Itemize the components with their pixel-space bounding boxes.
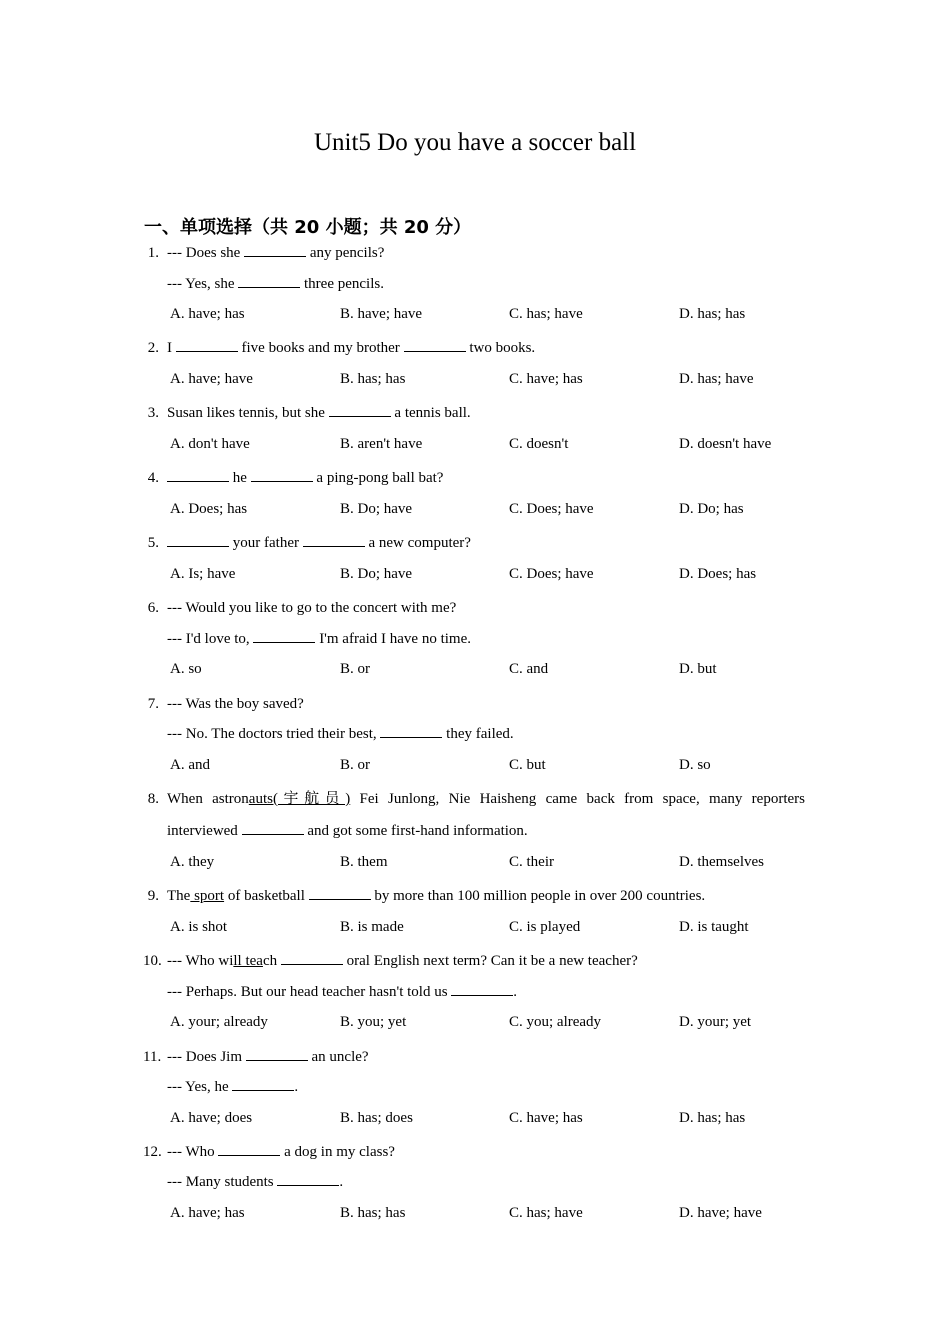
answer-blank xyxy=(246,1046,308,1061)
question-number: 12. xyxy=(143,1144,162,1160)
option-b[interactable]: B. aren't have xyxy=(340,436,423,452)
option-b[interactable]: B. has; does xyxy=(340,1110,413,1126)
option-d[interactable]: D. have; have xyxy=(679,1205,762,1221)
answer-blank xyxy=(238,273,300,288)
option-b[interactable]: B. or xyxy=(340,661,370,677)
option-b[interactable]: B. you; yet xyxy=(340,1014,407,1030)
question-number: 1. xyxy=(147,245,159,261)
question-stem-line-2: interviewed and got some first-hand information. xyxy=(167,820,528,842)
question-number: 8. xyxy=(147,791,159,807)
option-a[interactable]: A. have; has xyxy=(170,1205,245,1221)
answer-blank xyxy=(309,885,371,900)
answer-blank xyxy=(251,467,313,482)
question-stem: --- Was the boy saved? xyxy=(167,696,304,712)
answer-blank xyxy=(404,337,466,352)
option-a[interactable]: A. Does; has xyxy=(170,501,248,517)
option-d[interactable]: D. but xyxy=(679,661,717,677)
option-d[interactable]: D. is taught xyxy=(679,919,749,935)
option-a[interactable]: A. so xyxy=(170,661,202,677)
question-stem: I five books and my brother two books. xyxy=(167,337,535,359)
option-d[interactable]: D. Does; has xyxy=(679,566,757,582)
option-a[interactable]: A. they xyxy=(170,854,215,870)
answer-blank xyxy=(329,402,391,417)
option-c[interactable]: C. has; have xyxy=(509,306,583,322)
answer-blank xyxy=(281,950,343,965)
option-c[interactable]: C. is played xyxy=(509,919,581,935)
answer-blank xyxy=(167,467,229,482)
option-b[interactable]: B. Do; have xyxy=(340,566,413,582)
option-a[interactable]: A. don't have xyxy=(170,436,250,452)
option-d[interactable]: D. has; has xyxy=(679,306,746,322)
question-stem: --- Does she any pencils? xyxy=(167,242,384,264)
question-stem-line-2: --- No. The doctors tried their best, they failed. xyxy=(167,723,514,745)
option-c[interactable]: C. Does; have xyxy=(509,501,594,517)
question-stem: When astronauts(宇航员) Fei Junlong, Nie Haisheng came back from space, many reporters xyxy=(167,791,805,807)
option-d[interactable]: D. themselves xyxy=(679,854,764,870)
answer-blank xyxy=(244,242,306,257)
question-stem-line-2: --- Yes, she three pencils. xyxy=(167,273,384,295)
option-c[interactable]: C. Does; have xyxy=(509,566,594,582)
question-number: 11. xyxy=(143,1049,162,1065)
question-number: 7. xyxy=(147,696,159,712)
question-number: 10. xyxy=(143,953,162,969)
option-d[interactable]: D. Do; has xyxy=(679,501,744,517)
option-c[interactable]: C. and xyxy=(509,661,549,677)
option-c[interactable]: C. you; already xyxy=(509,1014,602,1030)
answer-blank xyxy=(218,1141,280,1156)
question-stem-line-2: --- Many students . xyxy=(167,1171,343,1193)
option-a[interactable]: A. your; already xyxy=(170,1014,268,1030)
question-stem-line-2: --- Perhaps. But our head teacher hasn't told us . xyxy=(167,981,517,1003)
answer-blank xyxy=(451,981,513,996)
question-stem: --- Who will teach oral English next term? Can it be a new teacher? xyxy=(167,950,638,972)
answer-blank xyxy=(242,820,304,835)
question-stem: your father a new computer? xyxy=(167,532,471,554)
section-heading: 一、单项选择（共 20 小题；共 20 分） xyxy=(144,217,472,238)
question-number: 9. xyxy=(147,888,159,904)
option-b[interactable]: B. them xyxy=(340,854,388,870)
option-d[interactable]: D. your; yet xyxy=(679,1014,752,1030)
question-stem-line-2: --- I'd love to, I'm afraid I have no time. xyxy=(167,628,471,650)
question-stem: --- Would you like to go to the concert with me? xyxy=(167,600,457,616)
option-a[interactable]: A. have; have xyxy=(170,371,253,387)
option-d[interactable]: D. so xyxy=(679,757,711,773)
option-d[interactable]: D. doesn't have xyxy=(679,436,772,452)
question-number: 2. xyxy=(147,340,159,356)
option-c[interactable]: C. doesn't xyxy=(509,436,569,452)
question-number: 3. xyxy=(147,405,159,421)
answer-blank xyxy=(277,1171,339,1186)
option-a[interactable]: A. Is; have xyxy=(170,566,236,582)
option-c[interactable]: C. has; have xyxy=(509,1205,583,1221)
question-number: 5. xyxy=(147,535,159,551)
option-d[interactable]: D. has; have xyxy=(679,371,754,387)
option-b[interactable]: B. is made xyxy=(340,919,404,935)
option-c[interactable]: C. have; has xyxy=(509,371,583,387)
option-a[interactable]: A. have; does xyxy=(170,1110,253,1126)
option-d[interactable]: D. has; has xyxy=(679,1110,746,1126)
answer-blank xyxy=(303,532,365,547)
question-number: 4. xyxy=(147,470,159,486)
option-b[interactable]: B. Do; have xyxy=(340,501,413,517)
option-b[interactable]: B. have; have xyxy=(340,306,423,322)
answer-blank xyxy=(176,337,238,352)
option-b[interactable]: B. has; has xyxy=(340,1205,406,1221)
question-stem: --- Who a dog in my class? xyxy=(167,1141,395,1163)
option-c[interactable]: C. their xyxy=(509,854,554,870)
option-c[interactable]: C. but xyxy=(509,757,546,773)
answer-blank xyxy=(232,1076,294,1091)
question-number: 6. xyxy=(147,600,159,616)
question-stem-line-2: --- Yes, he . xyxy=(167,1076,298,1098)
option-b[interactable]: B. or xyxy=(340,757,370,773)
option-a[interactable]: A. and xyxy=(170,757,210,773)
page-title: Unit5 Do you have a soccer ball xyxy=(313,129,637,156)
answer-blank xyxy=(167,532,229,547)
option-b[interactable]: B. has; has xyxy=(340,371,406,387)
option-a[interactable]: A. is shot xyxy=(170,919,228,935)
question-stem: --- Does Jim an uncle? xyxy=(167,1046,369,1068)
option-a[interactable]: A. have; has xyxy=(170,306,245,322)
question-stem: he a ping-pong ball bat? xyxy=(167,467,443,489)
answer-blank xyxy=(253,628,315,643)
question-stem: Susan likes tennis, but she a tennis ball. xyxy=(167,402,471,424)
option-c[interactable]: C. have; has xyxy=(509,1110,583,1126)
question-stem: The sport of basketball by more than 100 million people in over 200 countries. xyxy=(167,885,705,907)
answer-blank xyxy=(380,723,442,738)
